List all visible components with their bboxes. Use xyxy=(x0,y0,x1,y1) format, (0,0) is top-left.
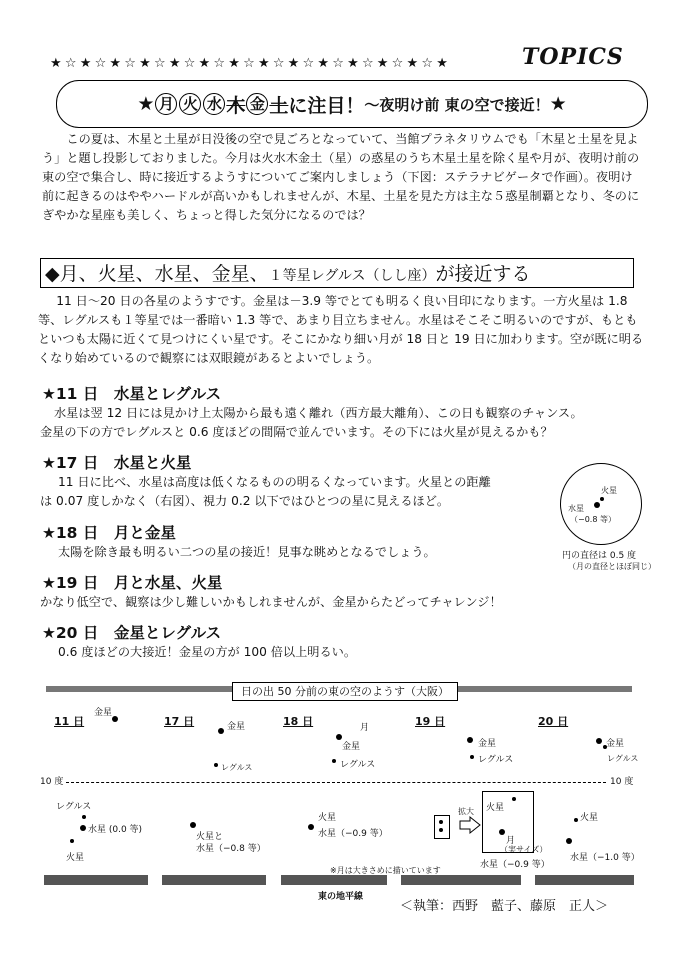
label-mercury: 水星（−0.9 等） xyxy=(318,829,388,839)
label-regulus: レグルス xyxy=(221,763,253,772)
event-heading-18: ★18 日 月と金星 xyxy=(42,524,176,542)
inset-mars-dot xyxy=(600,497,604,501)
label-marsmerc2: 水星（−0.8 等） xyxy=(196,844,266,854)
label-mars: 火星 xyxy=(486,803,505,813)
panel-date-11: 11 日 xyxy=(54,715,85,728)
label-mars: 火星 xyxy=(580,813,599,823)
topics-label: TOPICS xyxy=(522,44,624,70)
moon-icon xyxy=(340,718,354,732)
section-heading-regulus: １等星レグルス xyxy=(268,268,366,284)
label-mercury: 水星（−1.0 等） xyxy=(570,853,640,863)
label-marsmerc1: 火星と xyxy=(196,832,224,842)
label-venus: 金星 xyxy=(227,722,246,732)
inset-mercury-mag: （−0.8 等） xyxy=(570,515,616,524)
venus-dot xyxy=(218,728,224,734)
label-venus: 金星 xyxy=(606,739,625,749)
label-mars: 火星 xyxy=(66,853,85,863)
title-moon: 月 xyxy=(155,93,177,115)
ten-degree-line xyxy=(66,782,606,783)
moon-note: ※月は大きさめに描いています xyxy=(330,866,441,875)
zoom-source-box xyxy=(434,815,450,839)
event-line: 11 日に比べ、水星は高度は低くなるものの明るくなっています。火星との距離 xyxy=(58,475,491,489)
regulus-dot xyxy=(332,759,336,763)
title-jupiter: 木 xyxy=(226,94,246,117)
label-zoom: 拡大 xyxy=(458,807,474,816)
horizon-label: 東の地平線 xyxy=(318,892,364,902)
event-line: 0.6 度ほどの大接近！金星の方が 100 倍以上明るい。 xyxy=(58,645,357,659)
horizon-segment xyxy=(44,875,148,885)
label-regulus: レグルス xyxy=(607,754,639,763)
label-regulus: レグルス xyxy=(56,802,92,812)
author-credit: ＜執筆：西野 藍子、藤原 正人＞ xyxy=(400,899,609,914)
label-venus: 金星 xyxy=(478,739,497,749)
title-sub: ～夜明け前 東の空で接近！ xyxy=(364,95,550,114)
regulus-dot xyxy=(214,763,218,767)
event-heading-19: ★19 日 月と水星、火星 xyxy=(42,574,223,592)
event-line: 金星の下の方でレグルスと 0.6 度ほどの間隔で並んでいます。その下には火星が見えるかも？ xyxy=(40,425,553,439)
regulus-dot xyxy=(82,815,86,819)
event-heading-20: ★20 日 金星とレグルス xyxy=(42,624,222,642)
title-mars: 火 xyxy=(179,93,201,115)
panel-date-20: 20 日 xyxy=(538,715,569,728)
regulus-dot xyxy=(470,755,474,759)
label-mercury: 水星 (0.0 等) xyxy=(88,825,143,835)
horizon-segment xyxy=(535,875,634,885)
label-venus: 金星 xyxy=(94,708,113,718)
event-heading-11: ★11 日 水星とレグルス xyxy=(42,385,222,403)
inset-mars-label: 火星 xyxy=(601,486,617,495)
mercury-dot xyxy=(566,838,572,844)
marsmerc-dot xyxy=(190,822,196,828)
mars-dot xyxy=(70,839,74,843)
ten-deg-right: 10 度 xyxy=(610,777,634,787)
venus-dot xyxy=(596,738,602,744)
zoom-dot xyxy=(439,828,443,832)
mercury-dot xyxy=(499,829,505,835)
chart-title: 日の出 50 分前の東の空のようす（大阪） xyxy=(232,682,458,701)
title-main: に注目！ xyxy=(288,94,365,117)
label-mercury: 水星（−0.9 等） xyxy=(480,860,550,870)
horizon-segment xyxy=(401,875,521,885)
panel-date-18: 18 日 xyxy=(283,715,314,728)
title-star-right: ★ xyxy=(549,93,567,115)
mercury-dot xyxy=(308,824,314,830)
event-line: かなり低空で、観察は少し難しいかもしれませんが、金星からたどってチャレンジ！ xyxy=(40,595,502,609)
article-title xyxy=(56,80,648,128)
horizon-segment xyxy=(162,875,266,885)
event-line: 太陽を除き最も明るい二つの星の接近！見事な眺めとなるでしょう。 xyxy=(58,545,436,559)
label-moon-size: （実サイズ） xyxy=(500,845,548,854)
section-heading-main: ◆月、火星、水星、金星、 xyxy=(45,263,269,285)
panel-date-17: 17 日 xyxy=(164,715,195,728)
title-saturn: 土 xyxy=(269,94,289,117)
label-mars: 火星 xyxy=(318,813,337,823)
section-heading-leo: （しし座） xyxy=(365,268,436,284)
header-stars: ★☆★☆★☆★☆★☆★☆★☆★☆★☆★☆★☆★☆★☆★ xyxy=(50,56,452,71)
inset-caption: 円の直径は 0.5 度 xyxy=(562,551,637,561)
section-heading xyxy=(40,258,634,288)
mars-dot xyxy=(512,797,516,801)
intro-paragraph: この夏は、木星と土星が日没後の空で見ごろとなっていて、当館プラネタリウムでも「木星と土星を見よう」と題し投影しておりました。今月は火水木金土（星）の惑星のうち木星土星を除く星や月が、夜明け前の東の空で集合し、時に接近するようすについてご案内しましょう（下図：ステラナビゲータで作画）。夜明け前に起きるのはややハードルが高いかもしれませんが、木星、土星を見た方は主な５惑星制覇となり、冬のにぎやかな星座も美しく、ちょっと得した気分になるのでは？ xyxy=(42,132,640,222)
venus-dot xyxy=(112,716,118,722)
panel-date-19: 19 日 xyxy=(415,715,446,728)
mars-dot xyxy=(574,818,578,822)
title-star-left: ★ xyxy=(137,93,155,115)
event-line: は 0.07 度しかなく（右図）、視力 0.2 以下ではひとつの星に見えるほど。 xyxy=(40,494,450,508)
event-heading-17: ★17 日 水星と火星 xyxy=(42,454,192,472)
label-venus: 金星 xyxy=(342,742,361,752)
zoom-dot xyxy=(439,820,443,824)
section-heading-end: が接近する xyxy=(435,263,531,285)
title-venus: 金 xyxy=(246,93,268,115)
label-moon: 月 xyxy=(360,723,370,733)
inset-caption-sub: （月の直径とほぼ同じ） xyxy=(568,562,656,571)
label-regulus: レグルス xyxy=(478,755,514,765)
inset-mercury-label: 水星 xyxy=(568,504,584,513)
zoom-arrow-icon xyxy=(458,815,482,835)
horizon-segment xyxy=(281,875,387,885)
label-regulus: レグルス xyxy=(340,760,376,770)
ten-deg-left: 10 度 xyxy=(40,777,64,787)
inset-mercury-dot xyxy=(594,502,600,508)
section-body: 11 日～20 日の各星のようすです。金星は－3.9 等でとても明るく良い目印になります。一方火星は 1.8 等、レグルスも１等星では一番暗い 1.3 等で、あまり目立ちません。水星はそこそこ明るいのですが、もともといつも太陽に近くて見つけにくい星です。そこにかなり細い月が 18 日と 19 日に加わります。空が既に明るくなり始めているので観察には双眼鏡があるとよいでしょう。 xyxy=(38,294,644,365)
event-line: 水星は翌 12 日には見かけ上太陽から最も遠く離れ（西方最大離角）、この日も観察のチャンス。 xyxy=(54,406,583,420)
venus-dot xyxy=(467,737,473,743)
mercury-dot xyxy=(80,825,86,831)
label-moon: 月 xyxy=(506,836,516,846)
title-mercury: 水 xyxy=(203,93,225,115)
